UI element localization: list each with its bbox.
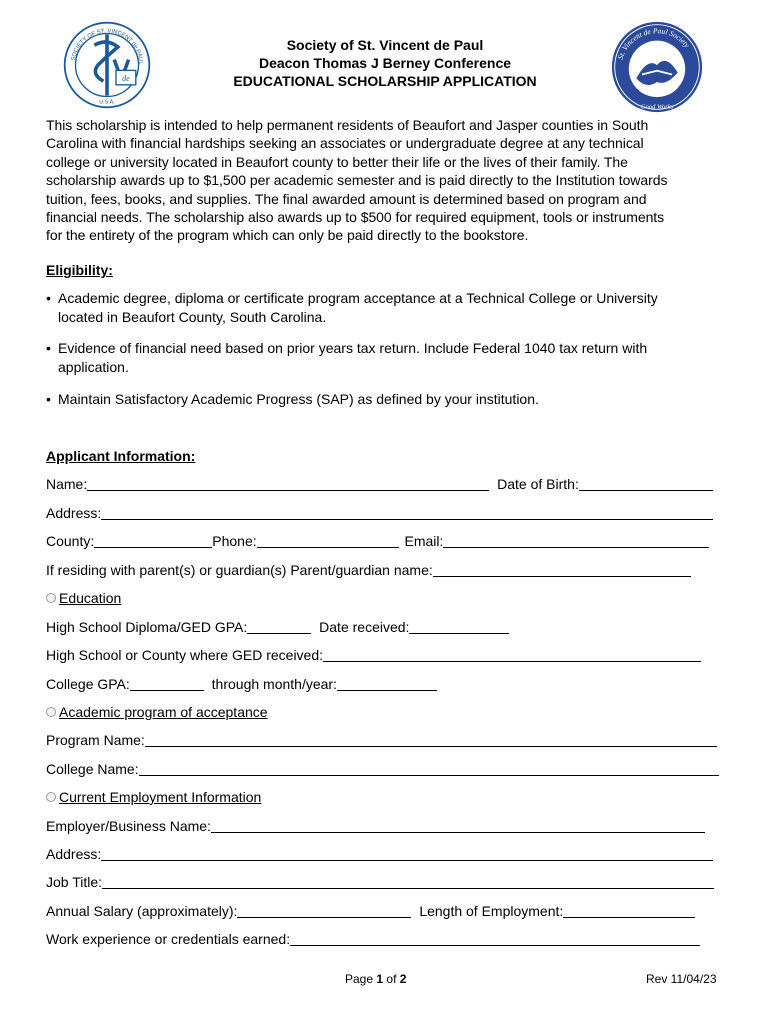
- county-field[interactable]: [94, 533, 212, 548]
- employer-address-label: Address:: [46, 846, 102, 862]
- svg-text:Good Works: Good Works: [640, 103, 674, 111]
- guardian-row: [46, 562, 691, 582]
- intro-paragraph: [46, 116, 726, 245]
- eligibility-item: • Academic degree, diploma or certificate program acceptance at a Technical College or University located in Beaufort County, South Carolina.: [46, 290, 658, 325]
- email-label: Email:: [404, 533, 444, 549]
- phone-label: Phone:: [212, 533, 257, 549]
- intro-line: tuition, fees, books, and supplies. The final awarded amount is determined based on program and: [46, 190, 647, 207]
- hs-where-row: [46, 647, 701, 667]
- radio-icon[interactable]: [46, 792, 56, 802]
- guardian-label: If residing with parent(s) or guardian(s) Parent/guardian name:: [46, 562, 433, 578]
- salary-label: Annual Salary (approximately):: [46, 903, 238, 919]
- college-label: College Name:: [46, 761, 139, 777]
- length-field[interactable]: [563, 903, 695, 918]
- bullet-icon: •: [46, 340, 51, 356]
- email-field[interactable]: [443, 533, 709, 548]
- program-row: [46, 732, 717, 752]
- employer-row: [46, 818, 705, 838]
- address-field[interactable]: [101, 505, 713, 520]
- experience-label: Work experience or credentials earned:: [46, 931, 291, 947]
- county-label: County:: [46, 533, 95, 549]
- bullet-icon: •: [46, 290, 51, 306]
- program-label: Program Name:: [46, 732, 145, 748]
- eligibility-item: • Evidence of financial need based on prior years tax return. Include Federal 1040 tax return with application.: [46, 340, 648, 375]
- eligibility-heading: Eligibility:: [46, 262, 113, 278]
- date-received-label: Date received:: [319, 619, 410, 635]
- dob-field[interactable]: [579, 476, 713, 491]
- document-header: [180, 36, 590, 90]
- applicant-heading: Applicant Information:: [46, 448, 196, 464]
- eligibility-item: • Maintain Satisfactory Academic Progress (SAP) as defined by your institution.: [46, 391, 539, 407]
- svdp-good-works-seal-icon: [610, 20, 704, 114]
- through-field[interactable]: [337, 676, 437, 691]
- employer-label: Employer/Business Name:: [46, 818, 211, 834]
- salary-row: [46, 903, 695, 923]
- college-gpa-row: [46, 676, 437, 696]
- address-label: Address:: [46, 505, 102, 521]
- employment-heading: Current Employment Information: [59, 789, 262, 805]
- conference-name: Deacon Thomas J Berney Conference: [258, 55, 512, 71]
- hs-where-field[interactable]: [323, 647, 701, 662]
- form-title: EDUCATIONAL SCHOLARSHIP APPLICATION: [233, 73, 537, 89]
- svdp-usa-seal-icon: [62, 20, 152, 110]
- date-received-field[interactable]: [409, 619, 509, 634]
- address-row: [46, 505, 713, 525]
- college-row: [46, 761, 719, 781]
- intro-line: for the entirety of the program which can only be paid directly to the bookstore.: [46, 227, 529, 244]
- guardian-field[interactable]: [433, 562, 691, 577]
- experience-field[interactable]: [290, 931, 700, 946]
- job-title-field[interactable]: [102, 874, 714, 889]
- education-option[interactable]: [46, 590, 121, 606]
- svg-text:de: de: [122, 74, 130, 84]
- dob-label: Date of Birth:: [497, 476, 579, 492]
- through-label: through month/year:: [211, 676, 337, 692]
- radio-icon[interactable]: [46, 593, 56, 603]
- name-field[interactable]: [87, 476, 489, 491]
- contact-row: [46, 533, 709, 553]
- name-label: Name:: [46, 476, 88, 492]
- intro-line: financial needs. The scholarship also awards up to $500 for required equipment, tools or instruments: [46, 209, 665, 226]
- length-label: Length of Employment:: [419, 903, 564, 919]
- college-field[interactable]: [139, 761, 719, 776]
- svg-text:SOCIETY OF ST. VINCENT de PAUL: SOCIETY OF ST. VINCENT de PAUL: [70, 28, 144, 65]
- employer-address-field[interactable]: [101, 846, 713, 861]
- hs-where-label: High School or County where GED received:: [46, 647, 324, 663]
- education-heading: Education: [59, 590, 122, 606]
- salary-field[interactable]: [237, 903, 411, 918]
- hs-gpa-row: [46, 619, 509, 639]
- radio-icon[interactable]: [46, 707, 56, 717]
- svg-text:St. Vincent de Paul Society: St. Vincent de Paul Society: [615, 26, 692, 61]
- college-gpa-field[interactable]: [130, 676, 204, 691]
- hs-gpa-field[interactable]: [247, 619, 311, 634]
- job-title-row: [46, 874, 714, 894]
- org-name: Society of St. Vincent de Paul: [286, 37, 484, 53]
- intro-line: Carolina with financial hardships seeking an associates or undergraduate degree at any technical: [46, 135, 644, 152]
- intro-line: This scholarship is intended to help permanent residents of Beaufort and Jasper counties in South: [46, 117, 649, 133]
- experience-row: [46, 931, 700, 951]
- program-field[interactable]: [145, 732, 717, 747]
- svg-text:U.S.A.: U.S.A.: [99, 99, 115, 106]
- revision-date: Rev 11/04/23: [646, 972, 717, 986]
- bullet-icon: •: [46, 391, 51, 407]
- academic-option[interactable]: [46, 704, 268, 720]
- name-row: [46, 476, 713, 496]
- hs-gpa-label: High School Diploma/GED GPA:: [46, 619, 248, 635]
- employer-field[interactable]: [211, 818, 705, 833]
- employment-option[interactable]: [46, 789, 261, 805]
- employer-address-row: [46, 846, 713, 866]
- page-number: Page 1 of 2: [345, 972, 407, 986]
- phone-field[interactable]: [257, 533, 399, 548]
- academic-heading: Academic program of acceptance: [59, 704, 268, 720]
- intro-line: college or university located in Beaufort county to better their life or the lives of their family. The: [46, 153, 628, 170]
- job-title-label: Job Title:: [46, 874, 103, 890]
- college-gpa-label: College GPA:: [46, 676, 130, 692]
- intro-line: scholarship awards up to $1,500 per academic semester and is paid directly to the Institution towards: [46, 172, 668, 189]
